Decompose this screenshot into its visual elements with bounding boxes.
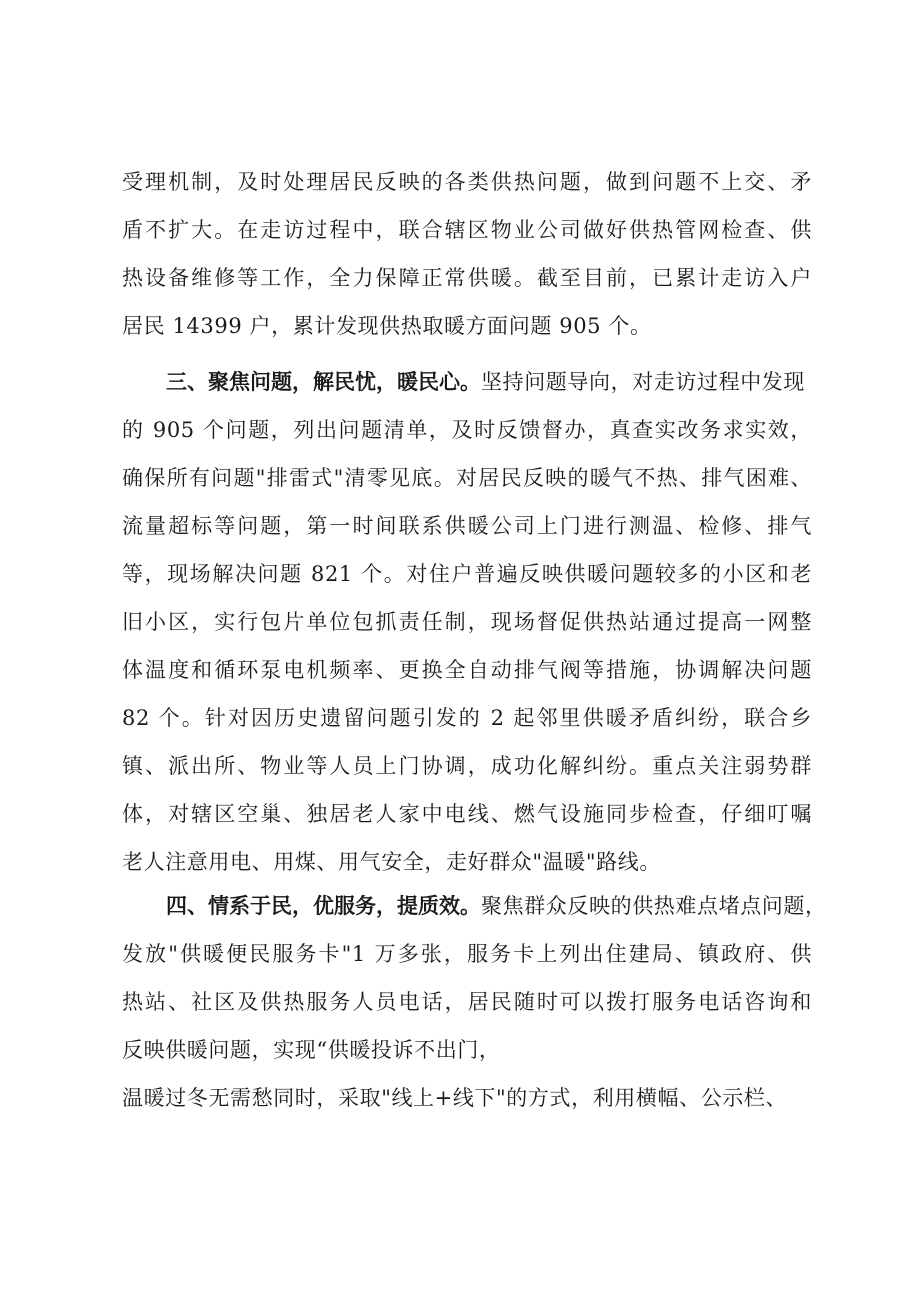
text-line: 旧小区，实行包片单位包抓责任制，现场督促供热站通过提高一网整 [122,610,812,634]
text-line: 反映供暖问题，实现“供暖投诉不出门， [122,1038,501,1062]
text-line: 镇、派出所、物业等人员上门协调，成功化解纠纷。重点关注弱势群 [122,754,812,778]
text-span: 聚焦群众反映的供热难点堵点问题， [481,894,827,918]
text-line: 确保所有问题"排雷式"清零见底。对居民反映的暖气不热、排气困难、 [122,466,812,490]
text-line: 流量超标等问题，第一时间联系供暖公司上门进行测温、检修、排气 [122,514,812,538]
text-line: 的 905 个问题，列出问题清单，及时反馈督办，真查实改务求实效， [122,418,812,442]
text-line: 热设备维修等工作，全力保障正常供暖。截至目前，已累计走访入户 [122,266,812,290]
section-3-paragraph-start [166,362,812,402]
section-3-heading: 三、聚焦问题，解民忧，暖民心。 [166,370,481,394]
text-line: 温暖过冬无需愁同时，采取"线上+线下"的方式，利用横幅、公示栏、 [122,1086,788,1110]
text-line: 体，对辖区空巢、独居老人家中电线、燃气设施同步检查，仔细叮嘱 [122,802,812,826]
text-line: 受理机制，及时处理居民反映的各类供热问题，做到问题不上交、矛 [122,170,812,194]
text-line: 老人注意用电、用煤、用气安全，走好群众"温暖"路线。 [122,850,661,874]
text-span: 坚持问题导向，对走访过程中发现 [481,370,805,394]
section-4-paragraph-start [166,886,827,926]
text-line: 居民 14399 户，累计发现供热取暖方面问题 905 个。 [122,314,652,338]
text-line: 热站、社区及供热服务人员电话，居民随时可以拨打服务电话咨询和 [122,990,812,1014]
section-4-heading: 四、情系于民，优服务，提质效。 [166,894,481,918]
text-line: 等，现场解决问题 821 个。对住户普遍反映供暖问题较多的小区和老 [122,562,812,586]
text-line: 82 个。针对因历史遗留问题引发的 2 起邻里供暖矛盾纠纷，联合乡 [122,706,812,730]
text-line: 发放"供暖便民服务卡"1 万多张，服务卡上列出住建局、镇政府、供 [122,942,812,966]
text-line: 盾不扩大。在走访过程中，联合辖区物业公司做好供热管网检查、供 [122,218,812,242]
text-line: 体温度和循环泵电机频率、更换全自动排气阀等措施，协调解决问题 [122,658,812,682]
